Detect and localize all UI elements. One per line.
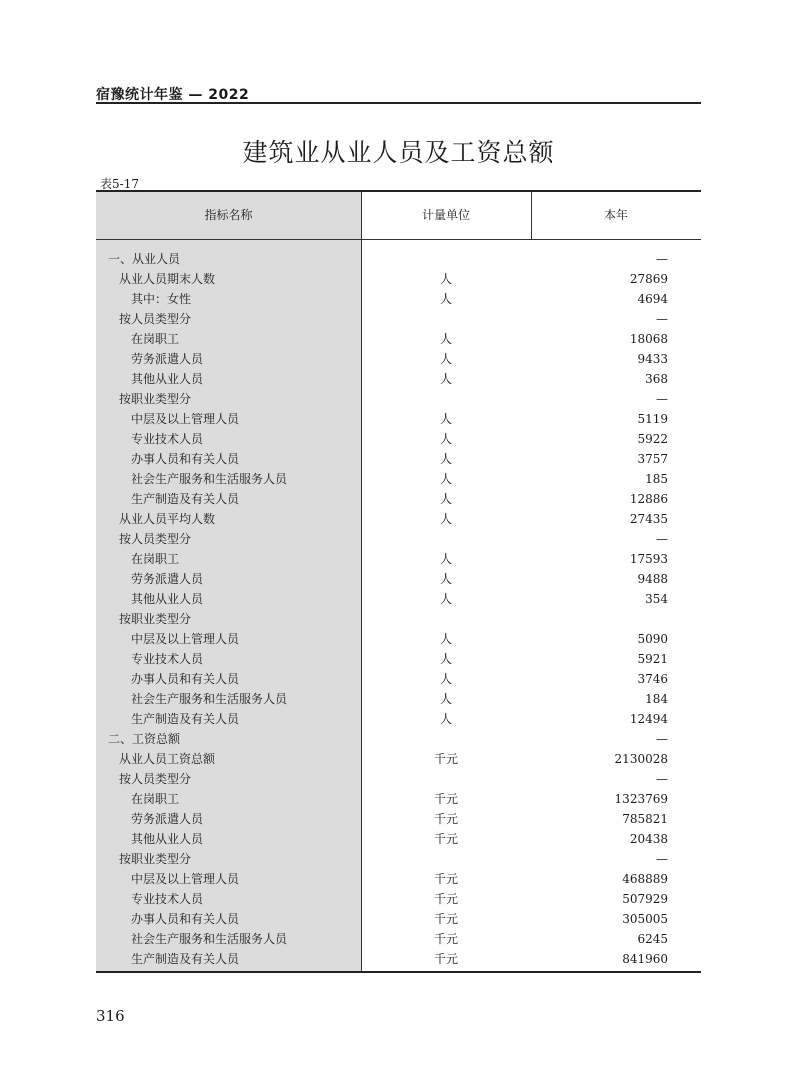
row-indicator-name: 社会生产服务和生活服务人员 [131,932,288,946]
table-row [96,829,701,849]
row-unit: 人 [439,572,452,586]
row-indicator-name: 按人员类型分 [119,312,192,326]
table-row [96,849,701,869]
table-row [96,409,701,429]
table-row [96,389,701,409]
table-row [96,329,701,349]
row-value: 3746 [637,672,668,686]
row-value: 1323769 [614,792,668,806]
table-row [96,509,701,529]
table-row [96,789,701,809]
table-row [96,869,701,889]
row-value: 9433 [637,352,668,366]
row-unit: 人 [439,412,452,426]
row-value: — [656,312,668,326]
row-unit: 人 [439,712,452,726]
row-indicator-name: 中层及以上管理人员 [131,632,240,646]
row-unit: 人 [439,512,452,526]
header-unit: 计量单位 [421,208,470,222]
row-value: 3757 [637,452,668,466]
table-header [96,192,701,240]
table-row [96,929,701,949]
row-indicator-name: 二、工资总额 [108,732,181,746]
row-indicator-name: 其他从业人员 [131,372,204,386]
row-indicator-name: 在岗职工 [131,552,180,566]
row-unit: 人 [439,472,452,486]
table-row [96,369,701,389]
row-value: 305005 [622,912,668,926]
row-value: 18068 [629,332,668,346]
table-row [96,349,701,369]
statistics-table [96,190,701,973]
row-unit: 人 [439,492,452,506]
row-value: — [656,252,668,266]
row-indicator-name: 专业技术人员 [131,652,204,666]
table-number: 表5-17 [100,177,139,191]
row-indicator-name: 按人员类型分 [119,532,192,546]
row-unit: 千元 [433,912,458,926]
row-unit: 人 [439,632,452,646]
row-indicator-name: 生产制造及有关人员 [131,712,240,726]
row-indicator-name: 从业人员平均人数 [119,512,216,526]
row-value: — [656,852,668,866]
table-row [96,809,701,829]
row-value: 785821 [622,812,668,826]
row-value: 20438 [629,832,668,846]
table-row [96,609,701,629]
row-value: 2130028 [614,752,668,766]
row-unit: 人 [439,672,452,686]
row-unit: 人 [439,372,452,386]
row-value: 12494 [629,712,668,726]
row-indicator-name: 其他从业人员 [131,592,204,606]
row-indicator-name: 中层及以上管理人员 [131,872,240,886]
table-row [96,949,701,969]
row-value: 185 [645,472,668,486]
table-row [96,649,701,669]
table-row [96,749,701,769]
row-value: 5921 [637,652,668,666]
row-value: 184 [645,692,668,706]
row-indicator-name: 其中：女性 [131,292,192,306]
table-row [96,629,701,649]
row-unit: 人 [439,332,452,346]
row-indicator-name: 社会生产服务和生活服务人员 [131,692,288,706]
row-indicator-name: 从业人员工资总额 [119,752,216,766]
row-unit: 千元 [433,752,458,766]
row-value: 17593 [629,552,668,566]
row-unit: 千元 [433,872,458,886]
header-indicator-name: 指标名称 [204,208,253,222]
row-value: 354 [645,592,668,606]
table-row [96,689,701,709]
row-value: — [656,732,668,746]
row-value: — [656,532,668,546]
table-row [96,709,701,729]
table-row [96,729,701,749]
row-unit: 千元 [433,832,458,846]
row-indicator-name: 社会生产服务和生活服务人员 [131,472,288,486]
table-row [96,469,701,489]
row-indicator-name: 中层及以上管理人员 [131,412,240,426]
row-value: 6245 [637,932,668,946]
row-value: 507929 [622,892,668,906]
row-value: — [656,772,668,786]
row-value: 368 [645,372,668,386]
table-row [96,429,701,449]
column-divider-2 [531,192,532,239]
row-indicator-name: 办事人员和有关人员 [131,452,240,466]
row-unit: 人 [439,292,452,306]
row-unit: 千元 [433,952,458,966]
table-row [96,889,701,909]
row-indicator-name: 在岗职工 [131,792,180,806]
row-value: 841960 [622,952,668,966]
row-unit: 人 [439,592,452,606]
row-indicator-name: 在岗职工 [131,332,180,346]
row-unit: 千元 [433,892,458,906]
row-unit: 人 [439,432,452,446]
row-value: 468889 [622,872,668,886]
row-value: 27869 [629,272,668,286]
row-indicator-name: 专业技术人员 [131,892,204,906]
row-indicator-name: 劳务派遣人员 [131,352,204,366]
row-value: — [656,392,668,406]
header-rule [96,102,701,104]
row-unit: 人 [439,272,452,286]
table-row [96,529,701,549]
row-indicator-name: 一、从业人员 [108,252,181,266]
row-indicator-name: 按职业类型分 [119,392,192,406]
table-row [96,249,701,269]
table-row [96,289,701,309]
row-indicator-name: 按职业类型分 [119,852,192,866]
row-value: 5090 [637,632,668,646]
row-indicator-name: 其他从业人员 [131,832,204,846]
row-indicator-name: 从业人员期末人数 [119,272,216,286]
row-indicator-name: 生产制造及有关人员 [131,952,240,966]
row-unit: 千元 [433,812,458,826]
page-number: 316 [96,1007,125,1025]
row-value: 12886 [629,492,668,506]
row-unit: 千元 [433,932,458,946]
row-unit: 人 [439,552,452,566]
row-value: 5119 [637,412,668,426]
row-indicator-name: 劳务派遣人员 [131,572,204,586]
table-row [96,489,701,509]
running-head: 宿豫统计年鉴 — 2022 [96,87,250,103]
row-unit: 人 [439,452,452,466]
row-indicator-name: 专业技术人员 [131,432,204,446]
table-row [96,549,701,569]
table-row [96,449,701,469]
row-indicator-name: 办事人员和有关人员 [131,672,240,686]
page-title: 建筑业从业人员及工资总额 [242,138,555,167]
row-unit: 人 [439,652,452,666]
table-row [96,909,701,929]
table-row [96,569,701,589]
row-indicator-name: 按职业类型分 [119,612,192,626]
row-value: 5922 [637,432,668,446]
table-row [96,589,701,609]
table-row [96,769,701,789]
table-row [96,669,701,689]
row-unit: 千元 [433,792,458,806]
table-row [96,309,701,329]
row-unit: 人 [439,352,452,366]
row-value: 27435 [629,512,668,526]
header-current-year: 本年 [603,208,628,222]
row-indicator-name: 办事人员和有关人员 [131,912,240,926]
table-body [96,249,701,969]
row-value: 9488 [637,572,668,586]
row-value: 4694 [637,292,668,306]
row-indicator-name: 生产制造及有关人员 [131,492,240,506]
row-indicator-name: 按人员类型分 [119,772,192,786]
table-row [96,269,701,289]
row-indicator-name: 劳务派遣人员 [131,812,204,826]
row-unit: 人 [439,692,452,706]
